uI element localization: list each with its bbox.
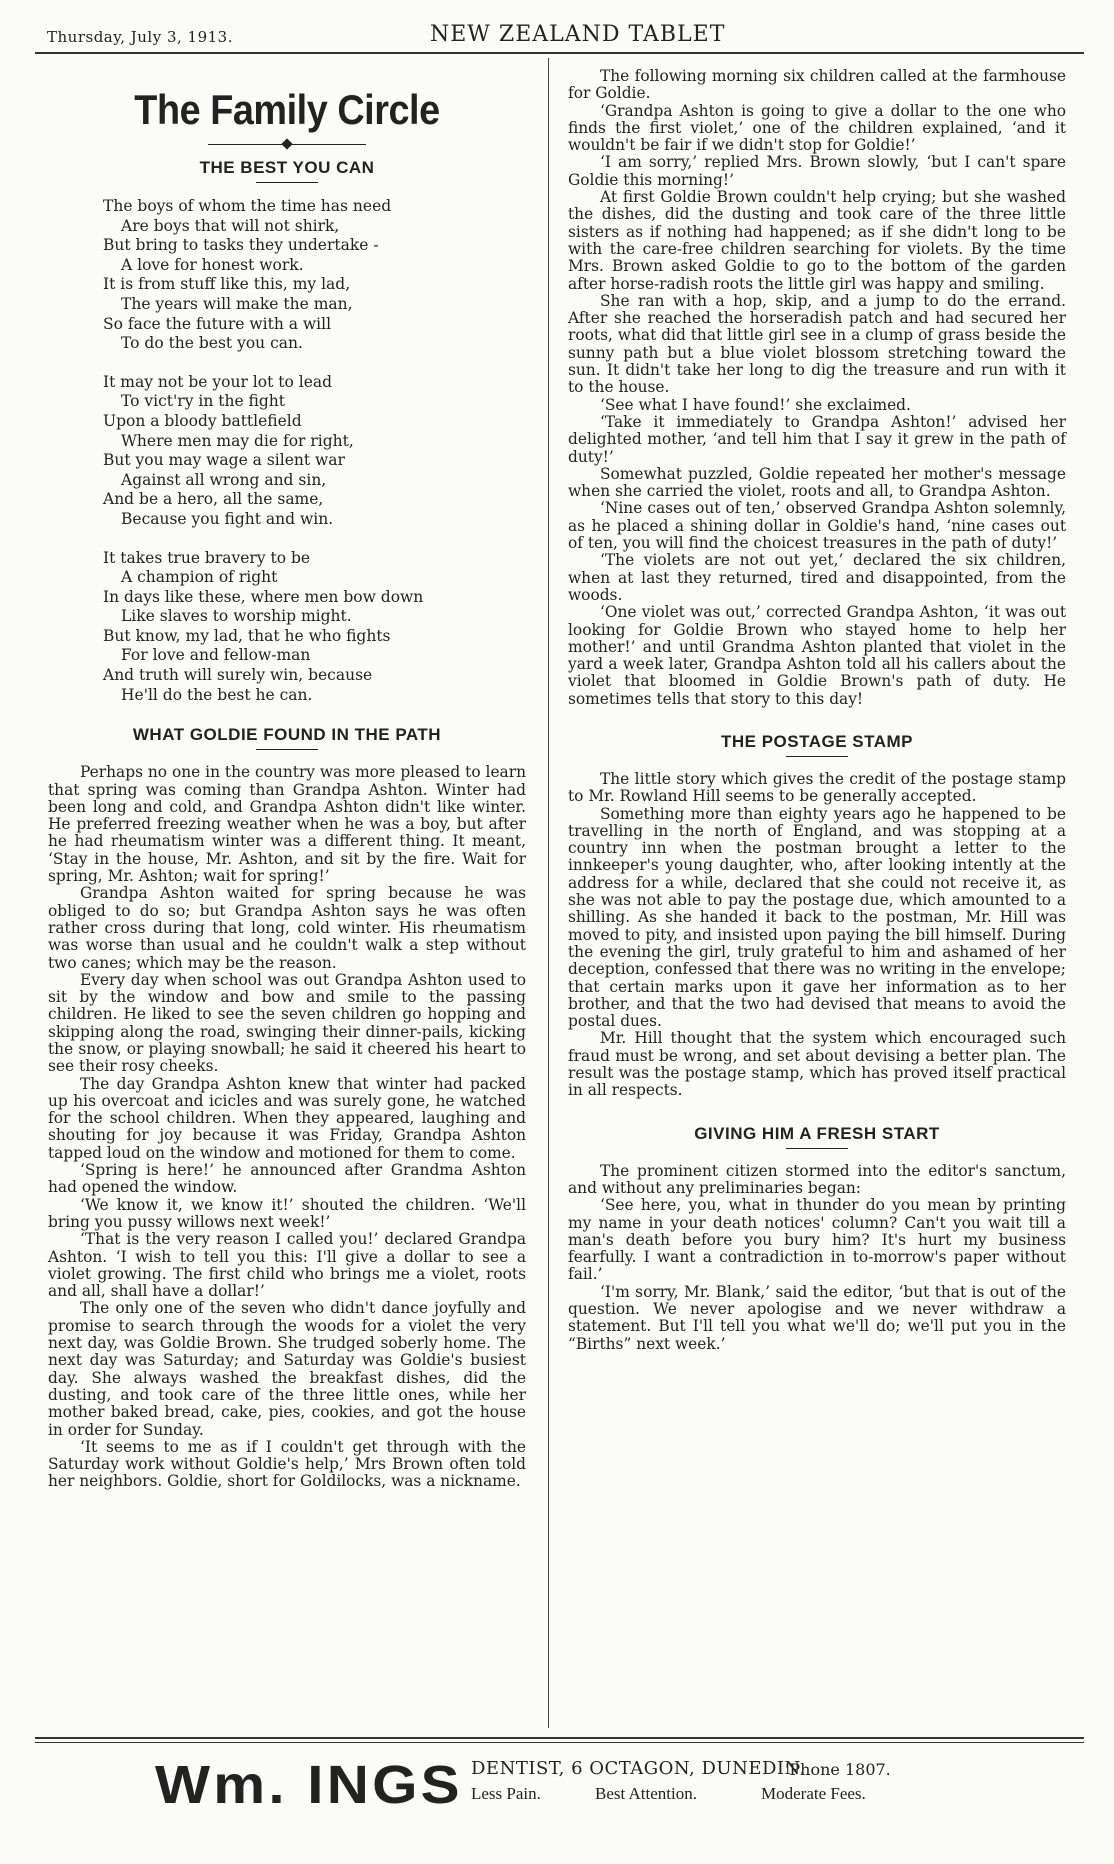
paragraph: ‘One violet was out,’ corrected Grandpa Ashton, ‘it was out looking for Goldie Brown who stayed home to help her mother!’ and until Grandma Ashton planted that violet in the yard a week later, Grandpa Ashton told all his callers about the violet that bloomed in Goldie Brown's path of duty. He sometimes tells that story to this day!	[568, 603, 1066, 708]
slogan-moderate-fees: Moderate Fees.	[761, 1784, 866, 1803]
page-title: The Family Circle	[134, 86, 440, 133]
paragraph: ‘Nine cases out of ten,’ observed Grandpa Ashton solemnly, as he placed a shining dollar in Goldie's hand, ‘nine cases out of ten, you will find the choicest treasures in the path of duty!’	[568, 499, 1066, 553]
poem-line: A champion of right	[121, 568, 278, 587]
title-rule	[786, 1148, 848, 1149]
paragraph: At first Goldie Brown couldn't help crying; but she washed the dishes, did the dusting and took care of the three little sisters as if nothing had happened; as if she didn't long to be with the care-free children searching for violets. By the time Mrs. Brown asked Goldie to go to the bottom of the garden after horse-radish roots the little girl was happy and smiling.	[568, 188, 1066, 293]
title-rule	[786, 756, 848, 757]
story-continuation	[568, 68, 1066, 708]
poem-line: Are boys that will not shirk,	[121, 216, 340, 235]
poem-line: The boys of whom the time has need	[103, 197, 392, 215]
header-rule	[35, 52, 1084, 54]
paragraph: ‘We know it, we know it!’ shouted the children. ‘We'll bring you pussy willows next week!’	[48, 1195, 526, 1231]
title-rule	[256, 749, 318, 750]
postage-stamp-text	[568, 771, 1066, 1100]
paragraph: Mr. Hill thought that the system which encouraged such fraud must be wrong, and set about devising a better plan. The result was the postage stamp, which has proved itself practical in all respects.	[568, 1029, 1066, 1100]
issue-date: Thursday, July 3, 1913.	[47, 28, 233, 46]
left-column	[48, 68, 526, 1491]
poem-line: For love and fellow-man	[121, 646, 311, 665]
poem-line: So face the future with a will	[103, 314, 332, 333]
footer-rule	[35, 1737, 1084, 1739]
poem-line: But bring to tasks they undertake -	[103, 236, 379, 255]
dentist-advertisement	[35, 1752, 1084, 1822]
paragraph: Something more than eighty years ago he happened to be travelling in the north of England, and was stopping at a country inn when the postman brought a letter to the innkeeper's young daughter, who, after looking intently at the address for a while, declared that she could not receive it, as she was not able to pay the postage due, which amounted to a shilling. As she handed it back to the postman, Mr. Hill was moved to pity, and insisted upon paying the bill himself. During the evening the girl, truly grateful to him and ashamed of her deception, confessed that there was no writing in the envelope; that certain marks upon it gave her information as to her brother, and that the two had devised that means to avoid the postal dues.	[568, 804, 1066, 1031]
slogan-best-attention: Best Attention.	[595, 1784, 697, 1803]
paragraph: ‘I am sorry,’ replied Mrs. Brown slowly, ‘but I can't spare Goldie this morning!’	[568, 153, 1066, 189]
poem-line: But know, my lad, that he who fights	[103, 626, 391, 645]
paragraph: ‘Take it immediately to Grandpa Ashton!’ advised her delighted mother, ‘and tell him that I say it grew in the path of duty!’	[568, 412, 1066, 466]
paragraph: Perhaps no one in the country was more pleased to learn that spring was coming than Grandpa Ashton. Winter had been long and cold, and Grandpa Ashton didn't like winter. He preferred freezing weather when he was a boy, but after he had rheumatism winter was a different thing. It meant, ‘Stay in the house, Mr. Ashton, and sit by the fire. Wait for spring, Mr. Ashton; wait for spring!’	[48, 763, 526, 886]
paragraph: Every day when school was out Grandpa Ashton used to sit by the window and bow and smile to the passing children. He liked to see the seven children go hopping and skipping along the road, swinging their dinner-pails, kicking the snow, or playing snowball; he said it cheered his heart to see their rosy cheeks.	[48, 970, 526, 1076]
paragraph: ‘That is the very reason I called you!’ declared Grandpa Ashton. ‘I wish to tell you this: I'll give a dollar to see a violet growing. The first child who brings me a violet, roots and all, shall have a dollar!’	[48, 1230, 526, 1301]
poem-line: And truth will surely win, because	[103, 666, 373, 685]
poem-line: Like slaves to worship might.	[121, 607, 352, 626]
footer-rule-thin	[35, 1742, 1084, 1743]
advertiser-name: Wm. INGS	[155, 1755, 463, 1815]
poem-line: He'll do the best he can.	[121, 685, 313, 704]
poem-line: It takes true bravery to be	[103, 548, 311, 567]
poem-line: It is from stuff like this, my lad,	[103, 275, 351, 294]
column-divider	[548, 58, 549, 1728]
paragraph: Somewhat puzzled, Goldie repeated her mother's message when she carried the violet, roots and all, to Grandpa Ashton.	[568, 464, 1066, 501]
paragraph: ‘It seems to me as if I couldn't get through with the Saturday work without Goldie's help,’ Mrs Brown often told her neighbors. Goldie, short for Goldilocks, was a nickname.	[48, 1437, 526, 1491]
poem-line: The years will make the man,	[121, 294, 353, 313]
poem-line: To vict'ry in the fight	[121, 392, 286, 411]
advertiser-phone: 'Phone 1807.	[785, 1760, 891, 1779]
story-title: WHAT GOLDIE FOUND IN THE PATH	[132, 725, 442, 745]
fresh-start-title: GIVING HIM A FRESH START	[694, 1123, 940, 1143]
poem-line: A love for honest work.	[121, 255, 304, 274]
stanza-break	[103, 530, 526, 549]
poem-line: To do the best you can.	[121, 334, 303, 353]
paragraph: ‘Grandpa Ashton is going to give a dollar to the one who finds the first violet,’ one of the children explained, ‘and it wouldn't be fair if we didn't stop for Goldie!’	[568, 101, 1066, 155]
ornament-divider	[48, 140, 526, 150]
paragraph: The day Grandpa Ashton knew that winter had packed up his overcoat and icicles and was surely gone, he watched for the school children. When they appeared, laughing and shouting for joy because it was Friday, Grandpa Ashton tapped loud on the window and motioned for them to come.	[48, 1074, 526, 1162]
paragraph: Grandpa Ashton waited for spring because he was obliged to do so; but Grandpa Ashton says he was often rather cross during that long, cold winter. His rheumatism was worse than usual and he couldn't walk a step without two canes; which may be the reason.	[48, 884, 526, 972]
story-text	[48, 764, 526, 1490]
paragraph: The prominent citizen stormed into the editor's sanctum, and without any preliminaries began:	[568, 1161, 1066, 1197]
paragraph: ‘The violets are not out yet,’ declared the six children, when at last they returned, tired and disappointed, from the woods.	[568, 551, 1066, 604]
advertiser-address: DENTIST, 6 OCTAGON, DUNEDIN.	[471, 1758, 806, 1779]
poem-line: And be a hero, all the same,	[103, 490, 324, 509]
poem-title: THE BEST YOU CAN	[199, 158, 375, 177]
poem-line: It may not be your lot to lead	[103, 372, 333, 391]
newspaper-name: NEW ZEALAND TABLET	[430, 22, 726, 47]
paragraph: The following morning six children called at the farmhouse for Goldie.	[568, 67, 1066, 103]
poem-line: Because you fight and win.	[121, 509, 334, 528]
paragraph: ‘I'm sorry, Mr. Blank,’ said the editor, ‘but that is out of the question. We never apologise and we never withdraw a statement. But I'll tell you what we'll do; we'll put you in the “Births” next week.’	[568, 1282, 1066, 1353]
poem-line: Upon a bloody battlefield	[103, 411, 302, 430]
poem-line: But you may wage a silent war	[103, 451, 345, 470]
postage-stamp-title: THE POSTAGE STAMP	[720, 731, 914, 751]
title-rule	[256, 182, 318, 183]
poem-line: Where men may die for right,	[121, 431, 354, 450]
running-head	[35, 22, 1079, 52]
poem-line: In days like these, where men bow down	[103, 587, 424, 606]
paragraph: The little story which gives the credit of the postage stamp to Mr. Rowland Hill seems to be generally accepted.	[568, 769, 1066, 806]
poem	[48, 197, 526, 705]
poem-line: Against all wrong and sin,	[121, 470, 327, 489]
paragraph: She ran with a hop, skip, and a jump to do the errand. After she reached the horseradish patch and had secured her roots, what did that little girl see in a clump of grass beside the sunny path but a blue violet blossom stretching toward the sun. It didn't take her long to dig the treasure and run with it to the house.	[568, 291, 1066, 397]
slogan-less-pain: Less Pain.	[471, 1784, 541, 1803]
paragraph: ‘See here, you, what in thunder do you mean by printing my name in your death notices' column? Can't you wait till a man's death before you bury him? It's hurt my business fearfully. I want a contradiction in to-morrow's paper without fail.’	[568, 1196, 1066, 1284]
paragraph: The only one of the seven who didn't dance joyfully and promise to search through the woods for a violet the very next day, was Goldie Brown. She trudged soberly home. The next day was Saturday; and Saturday was Goldie's busiest day. She always washed the breakfast dishes, did the dusting, and took care of the three little ones, while her mother baked bread, cake, pies, cookies, and got the house in order for Sunday.	[48, 1299, 526, 1439]
stanza-break	[103, 354, 526, 373]
fresh-start-text	[568, 1163, 1066, 1353]
right-column	[568, 68, 1066, 1353]
paragraph: ‘Spring is here!’ he announced after Grandma Ashton had opened the window.	[48, 1161, 526, 1197]
paragraph: ‘See what I have found!’ she exclaimed.	[600, 395, 911, 414]
